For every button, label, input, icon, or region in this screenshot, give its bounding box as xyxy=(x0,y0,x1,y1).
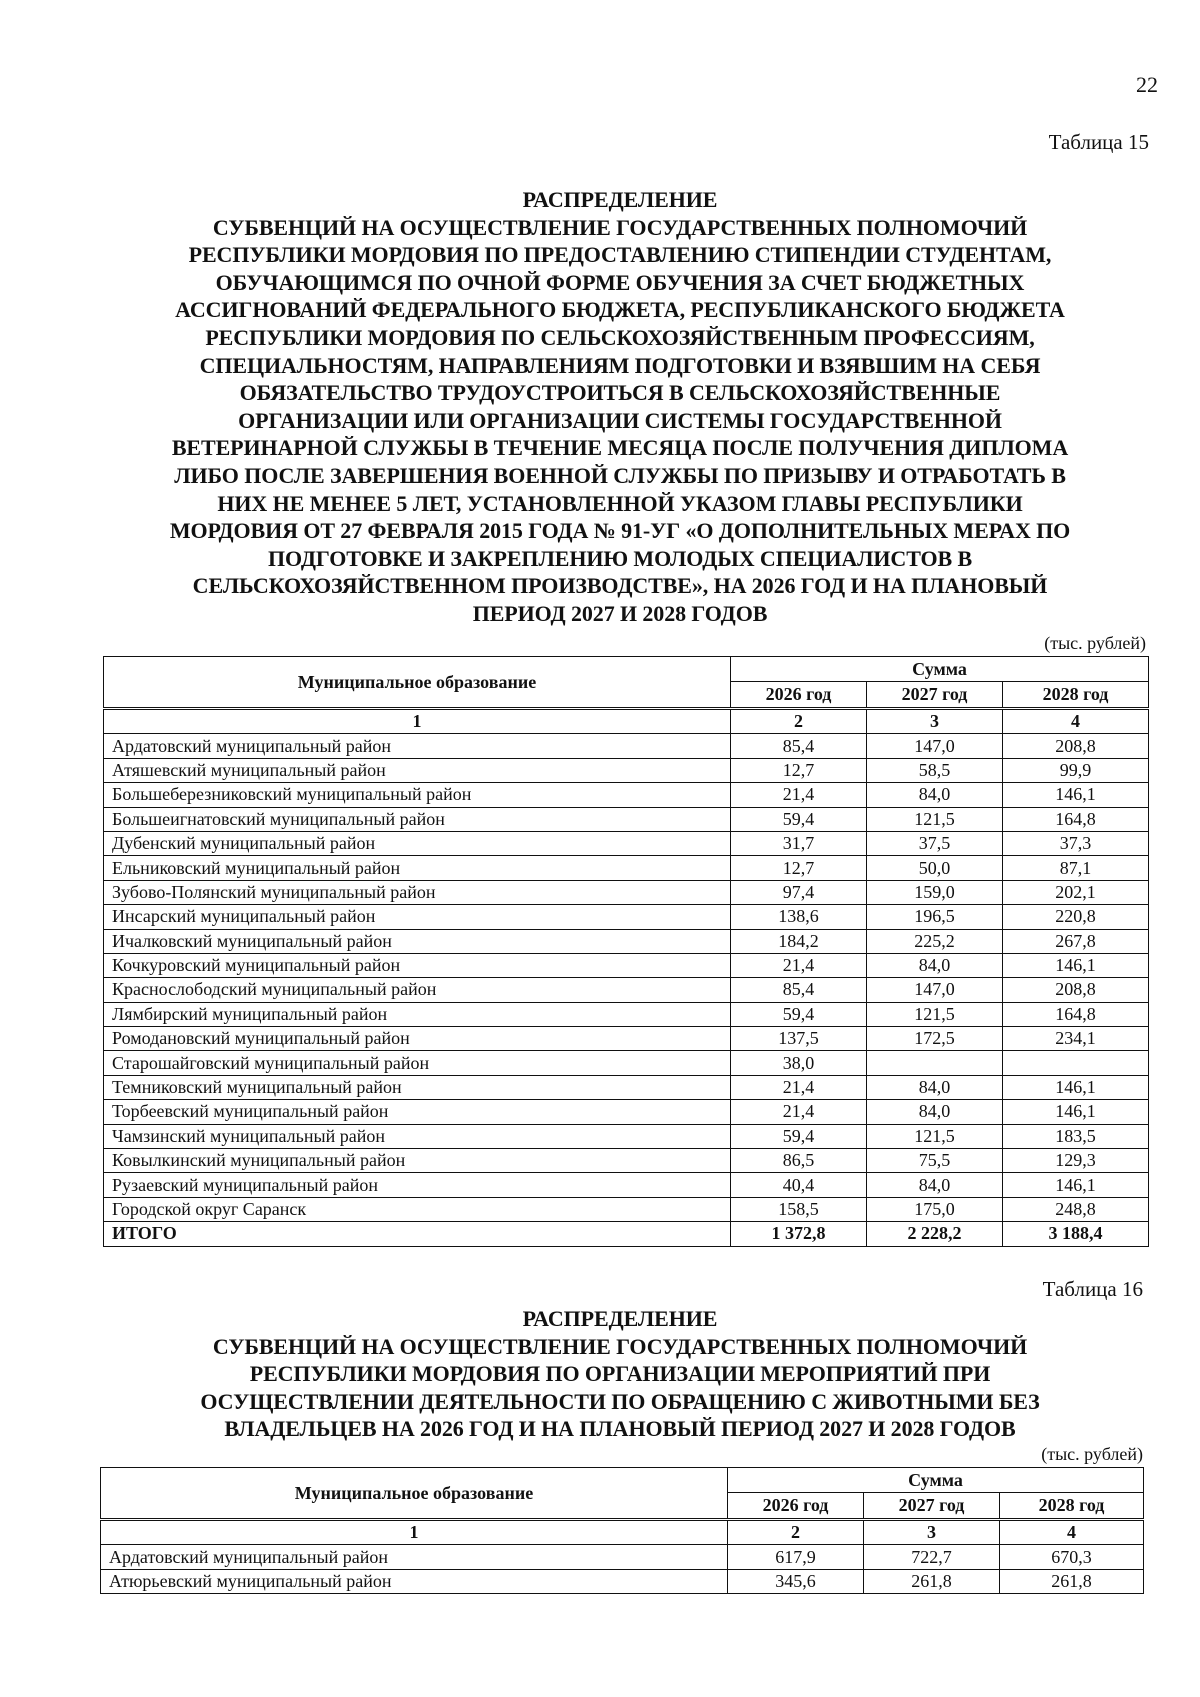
amount-cell: 21,4 xyxy=(731,1100,867,1124)
amount-cell: 147,0 xyxy=(867,978,1003,1002)
amount-cell: 37,5 xyxy=(867,831,1003,855)
amount-cell: 84,0 xyxy=(867,1100,1003,1124)
col-number-2: 2 xyxy=(728,1520,864,1545)
amount-cell: 86,5 xyxy=(731,1149,867,1173)
title-line: РЕСПУБЛИКИ МОРДОВИЯ ПО ПРЕДОСТАВЛЕНИЮ СТИПЕНДИИ СТУДЕНТАМ, xyxy=(188,242,1052,268)
table-16 xyxy=(100,1467,1144,1594)
amount-cell: 59,4 xyxy=(731,807,867,831)
amount-cell: 121,5 xyxy=(867,1002,1003,1026)
amount-cell: 12,7 xyxy=(731,856,867,880)
title-line: РАСПРЕДЕЛЕНИЕ xyxy=(522,1306,718,1331)
title-line: РАСПРЕДЕЛЕНИЕ xyxy=(522,187,718,212)
title-line: СПЕЦИАЛЬНОСТЯМ, НАПРАВЛЕНИЯМ ПОДГОТОВКИ И ВЗЯВШИМ НА СЕБЯ xyxy=(199,352,1041,378)
col-number-1: 1 xyxy=(104,709,731,734)
amount-cell: 146,1 xyxy=(1003,1100,1149,1124)
amount-cell: 146,1 xyxy=(1003,953,1149,977)
title-line: РЕСПУБЛИКИ МОРДОВИЯ ПО ОРГАНИЗАЦИИ МЕРОПРИЯТИЙ ПРИ xyxy=(249,1361,991,1387)
amount-cell: 21,4 xyxy=(731,1075,867,1099)
municipality-name: Зубово-Полянский муниципальный район xyxy=(104,880,731,904)
table-row xyxy=(104,734,1149,758)
table-row xyxy=(104,856,1149,880)
municipality-name: Ичалковский муниципальный район xyxy=(104,929,731,953)
amount-cell: 172,5 xyxy=(867,1027,1003,1051)
table-row xyxy=(104,807,1149,831)
header-2027: 2027 год xyxy=(867,682,1003,709)
table-row xyxy=(104,978,1149,1002)
amount-cell: 196,5 xyxy=(867,905,1003,929)
title-line: ПОДГОТОВКЕ И ЗАКРЕПЛЕНИЮ МОЛОДЫХ СПЕЦИАЛИСТОВ В xyxy=(267,545,973,571)
amount-cell: 164,8 xyxy=(1003,1002,1149,1026)
title-line: ВЕТЕРИНАРНОЙ СЛУЖБЫ В ТЕЧЕНИЕ МЕСЯЦА ПОСЛЕ ПОЛУЧЕНИЯ ДИПЛОМА xyxy=(171,435,1069,461)
amount-cell: 261,8 xyxy=(1000,1569,1144,1593)
amount-cell: 208,8 xyxy=(1003,978,1149,1002)
col-number-1: 1 xyxy=(101,1520,728,1545)
amount-cell: 220,8 xyxy=(1003,905,1149,929)
amount-cell: 146,1 xyxy=(1003,1075,1149,1099)
amount-cell: 722,7 xyxy=(864,1545,1000,1569)
page-number: 22 xyxy=(1136,72,1158,97)
title-line: РЕСПУБЛИКИ МОРДОВИЯ ПО СЕЛЬСКОХОЗЯЙСТВЕННЫМ ПРОФЕССИЯМ, xyxy=(205,324,1035,350)
municipality-name: Лямбирский муниципальный район xyxy=(104,1002,731,1026)
amount-cell: 146,1 xyxy=(1003,1173,1149,1197)
amount-cell: 137,5 xyxy=(731,1027,867,1051)
total-row xyxy=(104,1222,1149,1246)
table-row xyxy=(104,758,1149,782)
col-number-2: 2 xyxy=(731,709,867,734)
header-2027: 2027 год xyxy=(864,1493,1000,1520)
title-line: ПЕРИОД 2027 И 2028 ГОДОВ xyxy=(472,600,768,626)
title-line: ЛИБО ПОСЛЕ ЗАВЕРШЕНИЯ ВОЕННОЙ СЛУЖБЫ ПО ПРИЗЫВУ И ОТРАБОТАТЬ В xyxy=(174,462,1066,488)
amount-cell: 75,5 xyxy=(867,1149,1003,1173)
amount-cell: 345,6 xyxy=(728,1569,864,1593)
amount-cell: 84,0 xyxy=(867,953,1003,977)
header-sum: Сумма xyxy=(731,657,1149,682)
amount-cell: 87,1 xyxy=(1003,856,1149,880)
municipality-name: Кочкуровский муниципальный район xyxy=(104,953,731,977)
table-row xyxy=(104,1051,1149,1075)
amount-cell: 31,7 xyxy=(731,831,867,855)
table-16-title xyxy=(95,1305,1145,1443)
amount-cell: 121,5 xyxy=(867,807,1003,831)
amount-cell: 85,4 xyxy=(731,734,867,758)
header-sum: Сумма xyxy=(728,1468,1144,1493)
col-number-3: 3 xyxy=(867,709,1003,734)
title-line: АССИГНОВАНИЙ ФЕДЕРАЛЬНОГО БЮДЖЕТА, РЕСПУБЛИКАНСКОГО БЮДЖЕТА xyxy=(175,297,1065,323)
municipality-name: Рузаевский муниципальный район xyxy=(104,1173,731,1197)
header-2028: 2028 год xyxy=(1000,1493,1144,1520)
table-15-units: (тыс. рублей) xyxy=(1044,633,1146,653)
amount-cell: 38,0 xyxy=(731,1051,867,1075)
amount-cell: 617,9 xyxy=(728,1545,864,1569)
amount-cell: 97,4 xyxy=(731,880,867,904)
amount-cell: 85,4 xyxy=(731,978,867,1002)
amount-cell: 37,3 xyxy=(1003,831,1149,855)
table-row xyxy=(104,1075,1149,1099)
amount-cell: 208,8 xyxy=(1003,734,1149,758)
amount-cell: 159,0 xyxy=(867,880,1003,904)
header-2026: 2026 год xyxy=(728,1493,864,1520)
table-row xyxy=(104,880,1149,904)
municipality-name: Торбеевский муниципальный район xyxy=(104,1100,731,1124)
title-line: СУБВЕНЦИЙ НА ОСУЩЕСТВЛЕНИЕ ГОСУДАРСТВЕННЫХ ПОЛНОМОЧИЙ xyxy=(212,1333,1028,1359)
table-15-title xyxy=(95,186,1145,628)
amount-cell: 84,0 xyxy=(867,1173,1003,1197)
table-16-units: (тыс. рублей) xyxy=(1041,1444,1143,1464)
amount-cell: 12,7 xyxy=(731,758,867,782)
table-row xyxy=(104,1124,1149,1148)
amount-cell: 234,1 xyxy=(1003,1027,1149,1051)
municipality-name: Большеигнатовский муниципальный район xyxy=(104,807,731,831)
amount-cell: 175,0 xyxy=(867,1197,1003,1221)
table-row xyxy=(104,1149,1149,1173)
amount-cell: 84,0 xyxy=(867,1075,1003,1099)
amount-cell: 21,4 xyxy=(731,783,867,807)
table-row xyxy=(104,783,1149,807)
table-row xyxy=(104,1002,1149,1026)
table-row xyxy=(104,905,1149,929)
municipality-name: Ромодановский муниципальный район xyxy=(104,1027,731,1051)
amount-cell: 225,2 xyxy=(867,929,1003,953)
title-line: НИХ НЕ МЕНЕЕ 5 ЛЕТ, УСТАНОВЛЕННОЙ УКАЗОМ ГЛАВЫ РЕСПУБЛИКИ xyxy=(217,490,1023,516)
col-number-4: 4 xyxy=(1000,1520,1144,1545)
table-15-label: Таблица 15 xyxy=(1048,130,1149,154)
table-row xyxy=(101,1569,1144,1593)
amount-cell: 138,6 xyxy=(731,905,867,929)
title-line: ОСУЩЕСТВЛЕНИИ ДЕЯТЕЛЬНОСТИ ПО ОБРАЩЕНИЮ С ЖИВОТНЫМИ БЕЗ xyxy=(200,1388,1040,1414)
table-row xyxy=(104,1027,1149,1051)
amount-cell: 184,2 xyxy=(731,929,867,953)
amount-cell: 183,5 xyxy=(1003,1124,1149,1148)
table-row xyxy=(104,831,1149,855)
amount-cell xyxy=(1003,1051,1149,1075)
municipality-name: Городской округ Саранск xyxy=(104,1197,731,1221)
municipality-name: Ардатовский муниципальный район xyxy=(101,1545,728,1569)
amount-cell xyxy=(867,1051,1003,1075)
header-municipality: Муниципальное образование xyxy=(104,657,731,709)
table-row xyxy=(104,953,1149,977)
col-number-3: 3 xyxy=(864,1520,1000,1545)
municipality-name: Ковылкинский муниципальный район xyxy=(104,1149,731,1173)
amount-cell: 58,5 xyxy=(867,758,1003,782)
municipality-name: Большеберезниковский муниципальный район xyxy=(104,783,731,807)
municipality-name: Атюрьевский муниципальный район xyxy=(101,1569,728,1593)
municipality-name: Инсарский муниципальный район xyxy=(104,905,731,929)
table-row xyxy=(104,1173,1149,1197)
table-16-label: Таблица 16 xyxy=(1042,1277,1143,1301)
table-15 xyxy=(103,656,1149,1247)
total-amount: 2 228,2 xyxy=(867,1222,1003,1246)
header-2026: 2026 год xyxy=(731,682,867,709)
municipality-name: Краснослободский муниципальный район xyxy=(104,978,731,1002)
municipality-name: Старошайговский муниципальный район xyxy=(104,1051,731,1075)
municipality-name: Чамзинский муниципальный район xyxy=(104,1124,731,1148)
title-line: ОРГАНИЗАЦИИ ИЛИ ОРГАНИЗАЦИИ СИСТЕМЫ ГОСУДАРСТВЕННОЙ xyxy=(238,407,1002,433)
amount-cell: 59,4 xyxy=(731,1124,867,1148)
total-label: ИТОГО xyxy=(104,1222,731,1246)
table-row xyxy=(101,1545,1144,1569)
table-row xyxy=(104,929,1149,953)
amount-cell: 40,4 xyxy=(731,1173,867,1197)
amount-cell: 21,4 xyxy=(731,953,867,977)
title-line: СЕЛЬСКОХОЗЯЙСТВЕННОМ ПРОИЗВОДСТВЕ», НА 2026 ГОД И НА ПЛАНОВЫЙ xyxy=(192,573,1048,599)
amount-cell: 248,8 xyxy=(1003,1197,1149,1221)
amount-cell: 267,8 xyxy=(1003,929,1149,953)
amount-cell: 59,4 xyxy=(731,1002,867,1026)
title-line: МОРДОВИЯ ОТ 27 ФЕВРАЛЯ 2015 ГОДА № 91-УГ «О ДОПОЛНИТЕЛЬНЫХ МЕРАХ ПО xyxy=(169,518,1071,544)
header-municipality: Муниципальное образование xyxy=(101,1468,728,1520)
amount-cell: 147,0 xyxy=(867,734,1003,758)
amount-cell: 164,8 xyxy=(1003,807,1149,831)
header-2028: 2028 год xyxy=(1003,682,1149,709)
amount-cell: 50,0 xyxy=(867,856,1003,880)
title-line: ОБЯЗАТЕЛЬСТВО ТРУДОУСТРОИТЬСЯ В СЕЛЬСКОХОЗЯЙСТВЕННЫЕ xyxy=(239,380,1001,406)
municipality-name: Дубенский муниципальный район xyxy=(104,831,731,855)
amount-cell: 670,3 xyxy=(1000,1545,1144,1569)
amount-cell: 99,9 xyxy=(1003,758,1149,782)
amount-cell: 84,0 xyxy=(867,783,1003,807)
municipality-name: Ардатовский муниципальный район xyxy=(104,734,731,758)
total-amount: 3 188,4 xyxy=(1003,1222,1149,1246)
amount-cell: 261,8 xyxy=(864,1569,1000,1593)
amount-cell: 158,5 xyxy=(731,1197,867,1221)
title-line: ОБУЧАЮЩИМСЯ ПО ОЧНОЙ ФОРМЕ ОБУЧЕНИЯ ЗА СЧЕТ БЮДЖЕТНЫХ xyxy=(215,269,1025,295)
amount-cell: 129,3 xyxy=(1003,1149,1149,1173)
title-line: ВЛАДЕЛЬЦЕВ НА 2026 ГОД И НА ПЛАНОВЫЙ ПЕРИОД 2027 И 2028 ГОДОВ xyxy=(224,1416,1016,1442)
municipality-name: Темниковский муниципальный район xyxy=(104,1075,731,1099)
amount-cell: 121,5 xyxy=(867,1124,1003,1148)
table-row xyxy=(104,1197,1149,1221)
municipality-name: Атяшевский муниципальный район xyxy=(104,758,731,782)
col-number-4: 4 xyxy=(1003,709,1149,734)
amount-cell: 146,1 xyxy=(1003,783,1149,807)
table-row xyxy=(104,1100,1149,1124)
total-amount: 1 372,8 xyxy=(731,1222,867,1246)
municipality-name: Ельниковский муниципальный район xyxy=(104,856,731,880)
amount-cell: 202,1 xyxy=(1003,880,1149,904)
title-line: СУБВЕНЦИЙ НА ОСУЩЕСТВЛЕНИЕ ГОСУДАРСТВЕННЫХ ПОЛНОМОЧИЙ xyxy=(212,214,1028,240)
